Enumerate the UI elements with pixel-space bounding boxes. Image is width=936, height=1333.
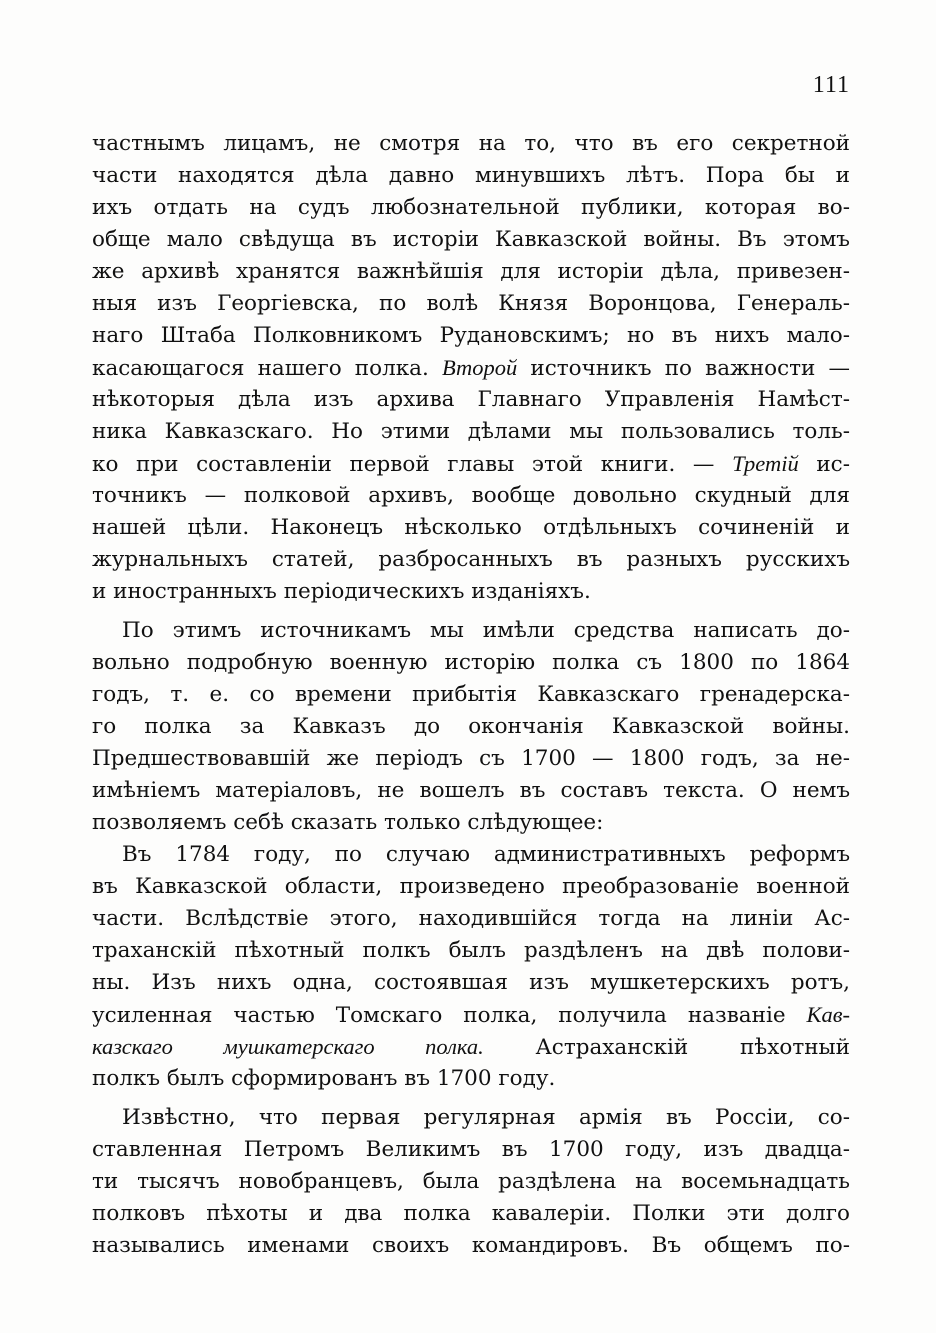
text-line: казскаго мушкатерскаго полка. Астраханскій пѣхотный [92, 1034, 850, 1060]
text-line: ко при составленіи первой главы этой книги. — Третій ис- [92, 451, 850, 477]
text-line: ти тысячъ новобранцевъ, была раздѣлена на восемьнадцать [92, 1169, 850, 1194]
text-line: частнымъ лицамъ, не смотря на то, что въ его секретной [92, 131, 850, 156]
text-line: Извѣстно, что первая регулярная армія въ Россіи, со- [122, 1105, 850, 1130]
text-line: ихъ отдать на судъ любознательной публики, которая во- [92, 195, 850, 220]
text-line: позволяемъ себѣ сказать только слѣдующее: [92, 810, 604, 835]
italic-emphasis: казскаго мушкатерскаго полка. [92, 1034, 484, 1059]
text-line: обще мало свѣдуща въ исторіи Кавказской войны. Въ этомъ [92, 227, 850, 252]
text-line: нѣкоторыя дѣла изъ архива Главнаго Управленія Намѣст- [92, 387, 850, 412]
paragraph-sources [92, 128, 850, 608]
paragraph-1784-reform [92, 839, 850, 1095]
text-line: полковъ пѣхоты и два полка кавалеріи. Полки эти долго [92, 1201, 850, 1226]
text-line: го полка за Кавказъ до окончанія Кавказской войны. [92, 714, 850, 739]
text-line: вольно подробную военную исторію полка съ 1800 по 1864 [92, 650, 850, 675]
text-line: части. Вслѣдствіе этого, находившійся тогда на линіи Ас- [92, 906, 850, 931]
text-line: же архивѣ хранятся важнѣйшія для исторіи дѣла, привезен- [92, 259, 850, 284]
text-line: наго Штаба Полковникомъ Рудановскимъ; но въ нихъ мало- [92, 323, 850, 348]
text-line: части находятся дѣла давно минувшихъ лѣтъ. Пора бы и [92, 163, 850, 188]
paragraph-first-army [92, 1102, 850, 1262]
text-line: Предшествовавшій же періодъ съ 1700 — 1800 годъ, за не- [92, 746, 850, 771]
text-line: По этимъ источникамъ мы имѣли средства написать до- [122, 618, 850, 643]
page-number: 111 [812, 72, 850, 98]
text-line: въ Кавказской области, произведено преобразованіе военной [92, 874, 850, 899]
text-line: точникъ — полковой архивъ, вообще довольно скудный для [92, 483, 850, 508]
text-line: ставленная Петромъ Великимъ въ 1700 году, изъ двадца- [92, 1137, 850, 1162]
text-line: полкъ былъ сформированъ въ 1700 году. [92, 1066, 556, 1091]
text-line: ны. Изъ нихъ одна, состоявшая изъ мушкетерскихъ ротъ, [92, 970, 850, 995]
text-line: назывались именами своихъ командировъ. Въ общемъ по- [92, 1233, 850, 1258]
text-line: траханскій пѣхотный полкъ былъ раздѣленъ на двѣ полови- [92, 938, 850, 963]
paragraph-history-scope [92, 615, 850, 839]
text-line: нашей цѣли. Наконецъ нѣсколько отдѣльныхъ сочиненій и [92, 515, 850, 540]
text-line: усиленная частью Томскаго полка, получила названіе Кав- [92, 1002, 850, 1028]
text-line: имѣніемъ матеріаловъ, не вошелъ въ составъ текста. О немъ [92, 778, 850, 803]
text-line: ныя изъ Георгіевска, по волѣ Князя Воронцова, Генераль- [92, 291, 850, 316]
text-line: касающагося нашего полка. Второй источникъ по важности — [92, 355, 850, 381]
text-line: годъ, т. е. со времени прибытія Кавказскаго гренадерска- [92, 682, 850, 707]
text-line: ника Кавказскаго. Но этими дѣлами мы пользовались толь- [92, 419, 850, 444]
body-text [92, 128, 850, 1262]
text-line: журнальныхъ статей, разбросанныхъ въ разныхъ русскихъ [92, 547, 850, 572]
text-line: Въ 1784 году, по случаю административныхъ реформъ [122, 842, 850, 867]
italic-emphasis: Третій [732, 451, 799, 476]
text-line: и иностранныхъ періодическихъ изданіяхъ. [92, 579, 591, 604]
italic-emphasis: Кав- [806, 1002, 850, 1027]
italic-emphasis: Второй [441, 355, 518, 380]
